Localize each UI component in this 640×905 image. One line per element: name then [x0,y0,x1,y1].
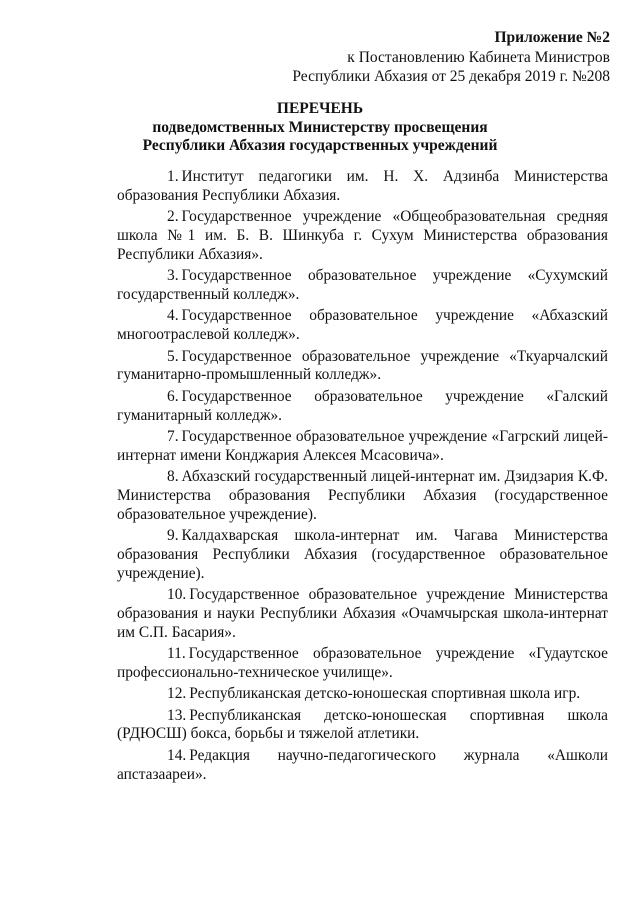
list-item-number: 2. [167,208,179,226]
list-item [117,168,608,206]
annex-block [292,28,610,87]
list-item-text: Абхазский государственный лицей-интернат им. Дзидзария К.Ф. Министерства образования Республики Абхазия (государственное образовательное учреждение). [117,468,608,523]
list-item [117,707,608,745]
heading-title: ПЕРЕЧЕНЬ [276,100,364,117]
heading-subtitle-line-1: подведомственных Министерству просвещения [152,118,488,136]
list-item-text: Институт педагогики им. Н. Х. Адзинба Министерства образования Республики Абхазия. [117,168,608,204]
list-item [117,307,608,345]
list-item [117,428,608,466]
list-item-text: Республиканская детско-юношеская спортивная школа (РДЮСШ) бокса, борьбы и тяжелой атлетики. [117,706,608,743]
list-item-text: Республиканская детско-юношеская спортивная школа игр. [189,685,581,703]
list-item [117,208,608,264]
list-item [117,527,608,583]
list-item-number: 12. [167,685,187,703]
list-item-number: 1. [167,168,179,185]
list-item [117,348,608,386]
annex-title: Приложение №2 [494,29,610,46]
list-item [117,747,608,785]
annex-reference-line-2: Республики Абхазия от 25 декабря 2019 г. №208 [292,68,610,85]
list-item [117,645,608,683]
list-item-text: Государственное образовательное учреждение Министерства образования и науки Республики Абхазия «Очамчырская школа-интернат им С.П. Басария». [117,586,608,641]
list-item-number: 11. [167,645,186,663]
heading-subtitle-line-2: Республики Абхазия государственных учреждений [142,137,498,154]
list-item-text: Государственное образовательное учреждение «Абхазский многоотраслевой колледж». [117,307,608,344]
list-item-number: 13. [167,706,187,724]
list-item-text: Государственное образовательное учреждение «Сухумский государственный колледж». [117,267,608,303]
list-item-text: Государственное образовательное учреждение «Галский гуманитарный колледж». [117,387,608,424]
list-item-number: 8. [167,468,179,486]
institution-list [117,168,608,787]
list-item-text: Государственное образовательное учреждение «Гагрский лицей-интернат имени Конджария Алексея Мсасовича». [117,427,608,464]
list-item-number: 7. [167,427,179,445]
list-item-number: 5. [167,347,179,365]
list-item-text: Калдахварская школа-интернат им. Чагава Министерства образования Республики Абхазия (государственное образовательное учреждение). [117,527,608,582]
list-item-text: Государственное учреждение «Общеобразовательная средняя школа №1 им. Б. В. Шинкуба г. Сухум Министерства образования Республики Абхазия». [117,208,608,263]
list-item-number: 10. [167,586,187,604]
list-item-number: 6. [167,387,179,405]
list-item [117,468,608,524]
list-item [117,685,608,704]
document-heading [110,100,530,156]
list-item [117,267,608,305]
list-item-number: 4. [167,307,179,325]
list-item-text: Государственное образовательное учреждение «Ткуарчалский гуманитарно-промышленный колледж». [117,347,608,384]
list-item [117,586,608,642]
list-item-text: Редакция научно-педагогического журнала «Ашколи апстазаареи». [117,746,608,783]
list-item-number: 14. [167,746,187,764]
list-item [117,388,608,426]
list-item-text: Государственное образовательное учреждение «Гудаутское профессионально-техническое училище». [117,645,608,681]
list-item-number: 9. [167,527,179,545]
list-item-number: 3. [167,267,179,285]
annex-reference-line-1: к Постановлению Кабинета Министров [347,48,610,66]
